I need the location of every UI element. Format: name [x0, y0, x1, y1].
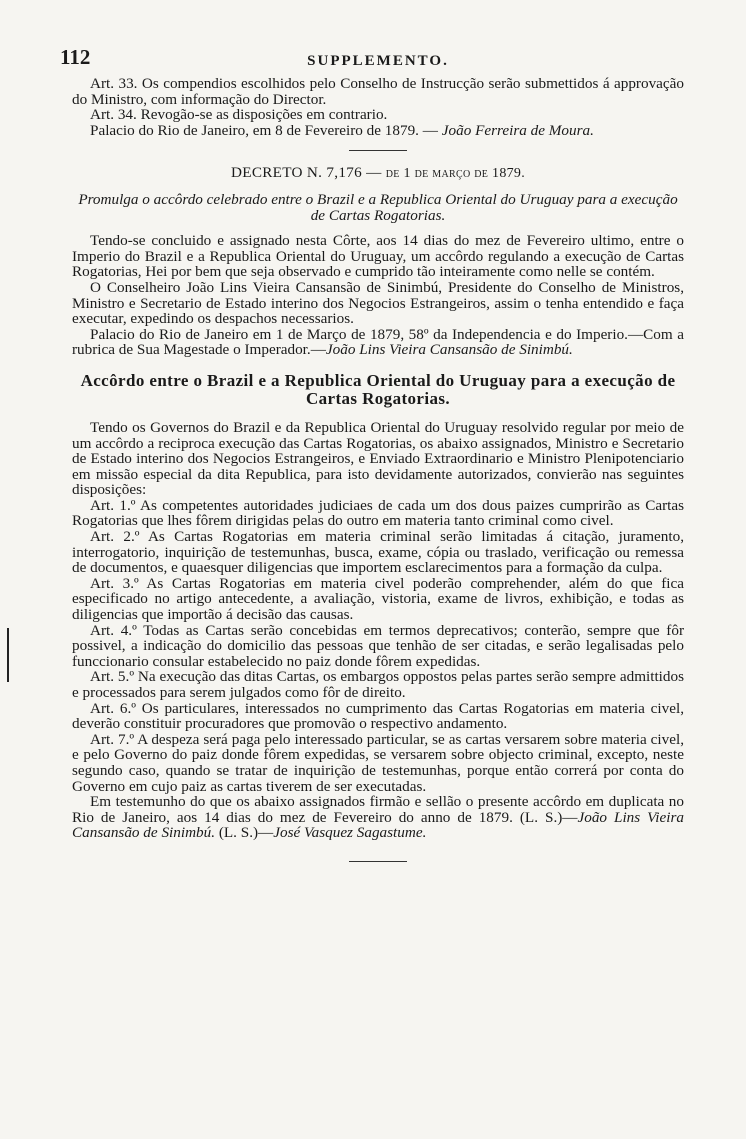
decree-date: de 1 de março de 1879. [385, 166, 526, 182]
margin-bracket-mark [7, 628, 9, 682]
accord-article-6: Art. 6.º Os particulares, interessados no cumprimento das Cartas Rogatorias em materia civel, deverão constituir procuradores que promovão o respectivo andamento. [72, 699, 684, 733]
article-33: Art. 33. Os compendios escolhidos pelo Conselho de Instrucção serão submettidos á approvação do Ministro, com informação do Director. [72, 75, 684, 108]
accord-article-3: Art. 3.º As Cartas Rogatorias em materia civel poderão comprehender, além do que fica especificado no artigo antecedente, a avaliação, vistoria, exame de livros, exhibição, e todas as diligencias que importão á decisão das causas. [72, 574, 684, 624]
accord-article-7: Art. 7.º A despeza será paga pelo interessado particular, se as cartas versarem sobre materia civel, e pelo Governo do paiz donde fôrem expedidas, se versarem sobre objecto criminal, excepto, neste segundo caso, quando se tratar de inquirição de testemunhas, porque então correrá por conta do Governo em cujo paiz as cartas tiverem de ser executadas. [72, 730, 684, 795]
accord-article-2: Art. 2.º As Cartas Rogatorias em materia criminal serão limitadas á citação, juramento, interrogatorio, inquirição de testemunhas, busca, exame, cópia ou traslado, verificação ou remessa de documentos, e quaesquer diligencias que importem esclarecimentos para a formação da culpa. [72, 528, 684, 577]
section-divider [349, 150, 407, 151]
accord-article-5: Art. 5.º Na execução das ditas Cartas, os embargos oppostos pelas partes serão sempre admittidos e processados para serem julgados como fôr de direito. [72, 668, 684, 701]
accord-closing-text: Em testemunho do que os abaixo assignados firmão e sellão o presente accôrdo em duplicata no Rio de Janeiro, aos 14 dias do mez de Fevereiro do anno de 1879. (L. S.)— [72, 793, 684, 826]
accord-signature-2: José Vasquez Sagastume. [273, 824, 427, 842]
accord-preamble: Tendo os Governos do Brazil e da Republica Oriental do Uruguay resolvido regular por meio de um accôrdo a reciproca execução das Cartas Rogatorias, os abaixo assignados, Ministro e Secretario de Estado interino dos Negocios Estrangeiros, e Enviado Extraordinario e Ministro Plenipotenciario em missão especial da dita Republica, para isto devidamente autorizados, convierão nas seguintes disposições: [72, 418, 684, 499]
page-header [60, 45, 684, 72]
decree-paragraph-1: Tendo-se concluido e assignado nesta Côrte, aos 14 dias do mez de Fevereiro ultimo, entre o Imperio do Brazil e a Republica Oriental do Uruguay, um accôrdo regulando a execução de Cartas Rogatorias, Hei por bem que seja observado e cumprido tão inteiramente como nelle se contém. [72, 232, 684, 281]
decree-closing [72, 327, 684, 358]
page-number: 112 [60, 45, 91, 69]
decree-closing-signature: João Lins Vieira Cansansão de Sinimbú. [325, 341, 573, 359]
top-closing-signature: João Ferreira de Moura. [441, 121, 594, 139]
decree-number: DECRETO N. 7,176 — [230, 164, 382, 182]
decree-heading [72, 165, 684, 182]
end-divider [349, 861, 407, 862]
decree-summary: Promulga o accôrdo celebrado entre o Brazil e a Republica Oriental do Uruguay para a execução de Cartas Rogatorias. [78, 190, 678, 224]
accord-closing [72, 794, 684, 841]
decree-paragraph-2: O Conselheiro João Lins Vieira Cansansão de Sinimbú, Presidente do Conselho de Ministros, Ministro e Secretario de Estado interino dos Negocios Estrangeiros, assim o tenha entendido e faça executar, expedindo os despachos necessarios. [72, 278, 684, 328]
running-title: SUPPLEMENTO. [307, 53, 449, 69]
accord-article-4: Art. 4.º Todas as Cartas serão concebidas em termos deprecativos; conterão, sempre que fôr possivel, a indicação do domicilio das pessoas que tenhão de ser citadas, e serão legalisadas pelo funccionario consular estabelecido no paiz donde fôrem expedidas. [72, 621, 684, 670]
accord-article-1: Art. 1.º As competentes autoridades judiciaes de cada um dos dous paizes cumprirão as Cartas Rogatorias que lhes fôrem dirigidas pelas do outro em materia tanto criminal como civel. [72, 496, 684, 530]
accord-signature-1: João Lins Vieira Cansansão de Sinimbú. [72, 808, 684, 842]
decree-closing-text: Palacio do Rio de Janeiro em 1 de Março de 1879, 58º da Independencia e do Imperio.—Com a rubrica de Sua Magestade o Imperador.— [72, 325, 684, 359]
document-page [60, 45, 684, 862]
top-closing [72, 123, 684, 139]
article-34: Art. 34. Revogão-se as disposições em contrario. [90, 106, 388, 124]
top-closing-text: Palacio do Rio de Janeiro, em 8 de Fevereiro de 1879. — [90, 121, 442, 139]
accord-closing-mid: (L. S.)— [215, 824, 274, 842]
accord-title: Accôrdo entre o Brazil e a Republica Oriental do Uruguay para a execução de Cartas Rogatorias. [80, 370, 676, 408]
